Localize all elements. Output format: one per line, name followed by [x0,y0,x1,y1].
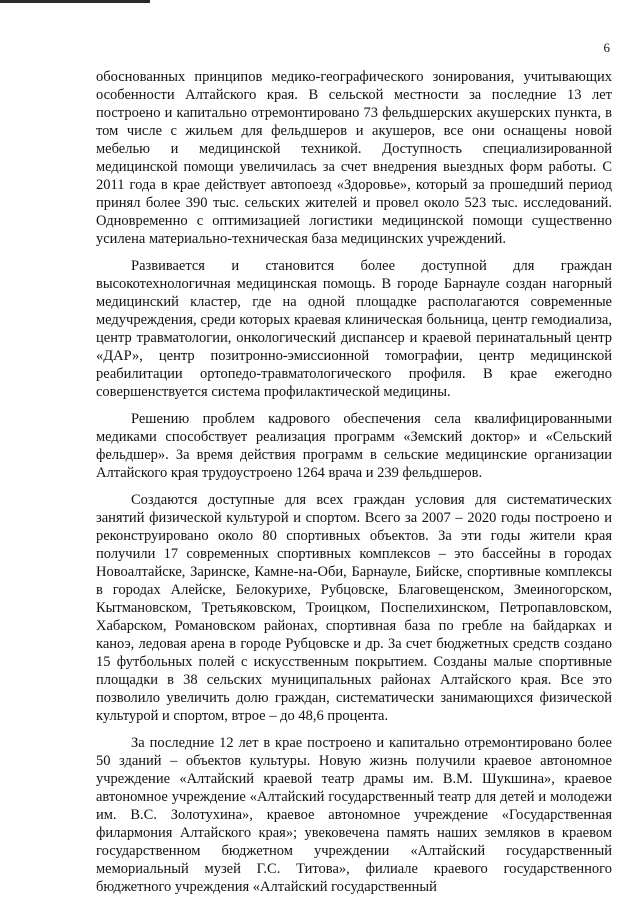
document-body [96,68,612,905]
top-edge-rule [0,0,150,3]
paragraph-rural-medical-staff: Решению проблем кадрового обеспечения села квалифицированными медиками способствует реализация программ «Земский доктор» и «Сельский фельдшер». За время действия программ в сельские медицинские организации Алтайского края трудоустроено 1264 врача и 239 фельдшеров. [96,411,612,481]
paragraph-continuation-medical-zoning: обоснованных принципов медико-географического зонирования, учитывающих особенности Алтайского края. В сельской местности за последние 13 лет построено и капитально отремонтировано 73 фельдшерских акушерских пункта, в том числе с жильем для фельдшеров и акушеров, все они оснащены новой мебелью и медицинской техникой. Доступность специализированной медицинской помощи увеличилась за счет внедрения выездных форм работы. С 2011 года в крае действует автопоезд «Здоровье», который за прошедший период принял более 390 тыс. сельских жителей и провел около 523 тыс. исследований. Одновременно с оптимизацией логистики медицинской помощи существенно усилена материально-техническая база медицинских учреждений. [96,69,612,247]
paragraph-culture-objects: За последние 12 лет в крае построено и капитально отремонтировано более 50 зданий – объектов культуры. Новую жизнь получили краевое автономное учреждение «Алтайский краевой театр драмы им. В.М. Шукшина», краевое автономное учреждение «Алтайский государственный театр для детей и молодежи им. В.С. Золотухина», краевое автономное учреждение «Государственная филармония Алтайского края»; увековечена память наших земляков в краевом государственном бюджетном учреждении «Алтайский государственный мемориальный музей Г.С. Титова», филиале краевого государственного бюджетного учреждения «Алтайский государственный [96,735,612,895]
paragraph-high-tech-medicine: Развивается и становится более доступной для граждан высокотехнологичная медицинская помощь. В городе Барнауле создан нагорный медицинский кластер, где на одной площадке располагаются современные медучреждения, среди которых краевая клиническая больница, центр гемодиализа, центр травматологии, онкологический диспансер и краевой перинатальный центр «ДАР», центр позитронно-эмиссионной томографии, центр медицинской реабилитации ортопедо-травматологического профиля. В крае ежегодно совершенствуется система профилактической медицины. [96,258,612,400]
page-number: 6 [603,40,610,55]
paragraph-sports-facilities: Создаются доступные для всех граждан условия для систематических занятий физической культурой и спортом. Всего за 2007 – 2020 годы построено и реконструировано около 80 спортивных объектов. За эти годы жители края получили 17 современных спортивных комплексов – это бассейны в городах Новоалтайске, Заринске, Камне-на-Оби, Барнауле, Бийске, спортивные комплексы в городах Алейске, Белокурихе, Рубцовске, Благовещенском, Змеиногорском, Кытмановском, Третьяковском, Троицком, Поспелихинском, Петропавловском, Хабарском, Романовском районах, спортивная база по гребле на байдарках и каноэ, ледовая арена в городе Рубцовске и др. За счет бюджетных средств создано 15 футбольных полей с искусственным покрытием. Созданы малые спортивные площадки в 38 сельских муниципальных районах Алтайского края. Все это позволило увеличить долю граждан, систематически занимающихся физической культурой и спортом, втрое – до 48,6 процента. [96,492,612,724]
